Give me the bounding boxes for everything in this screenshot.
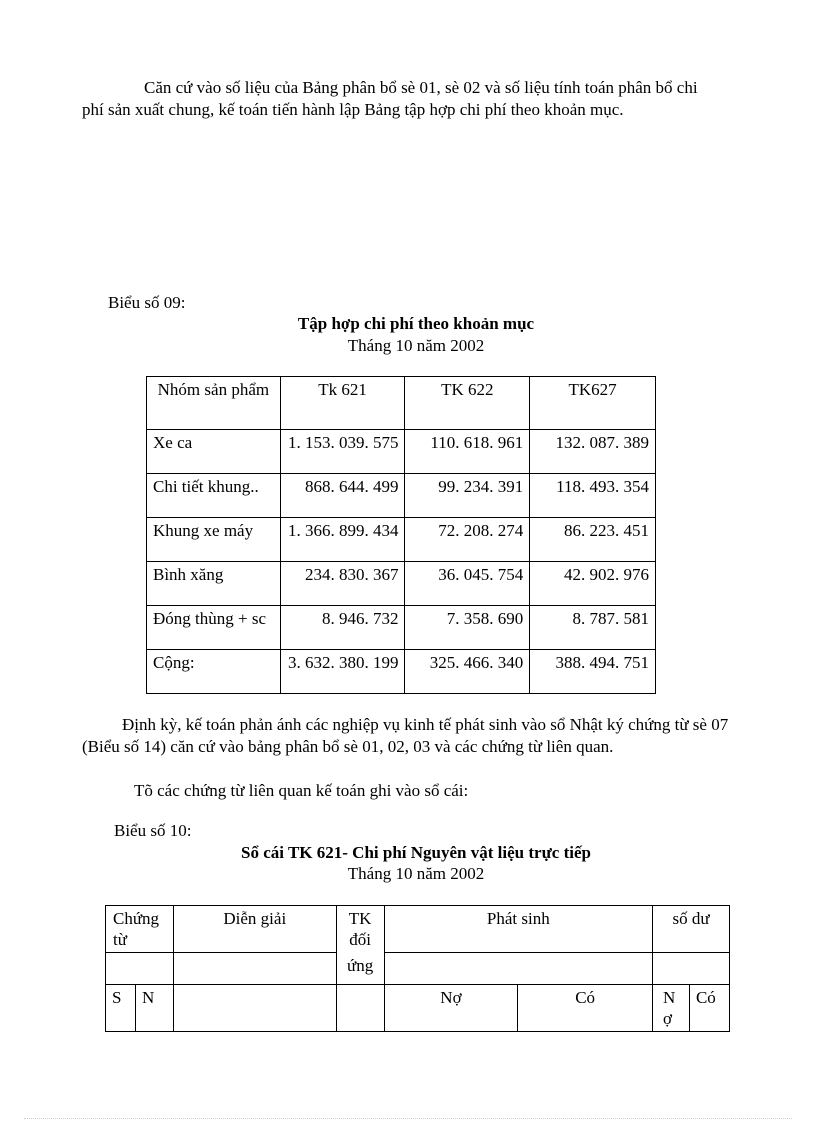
header-du-co: Có (689, 985, 729, 1032)
table-total-row (147, 650, 656, 694)
page-bottom-divider (24, 1118, 792, 1119)
cell-tk622: 99. 234. 391 (405, 474, 530, 518)
header-tk-doi: TK đối (336, 906, 384, 953)
header-no: Nợ (384, 985, 518, 1032)
cost-by-item-table (146, 376, 656, 694)
header-tk621: Tk 621 (280, 377, 405, 430)
ledger-header-row-2 (106, 953, 730, 985)
table2-subtitle: Tháng 10 năm 2002 (347, 864, 485, 883)
header-tk622: TK 622 (405, 377, 530, 430)
cell-tk622: 110. 618. 961 (405, 430, 530, 474)
table1-title: Tập hợp chi phí theo khoản mục (297, 314, 535, 333)
cell-tk627: 132. 087. 389 (530, 430, 656, 474)
cell-tk627: 42. 902. 976 (530, 562, 656, 606)
empty-cell (173, 953, 336, 985)
middle-paragraph-2: Tõ các chứng từ liên quan kế toán ghi vào sổ cái: (134, 781, 469, 800)
table1-subtitle: Tháng 10 năm 2002 (347, 336, 485, 355)
header-s: S (106, 985, 136, 1032)
empty-cell (653, 953, 730, 985)
cell-tk621: 3. 632. 380. 199 (280, 650, 405, 694)
header-du-no: N ợ (653, 985, 690, 1032)
cell-tk627: 8. 787. 581 (530, 606, 656, 650)
cell-product: Khung xe máy (147, 518, 281, 562)
intro-paragraph: Căn cứ vào số liệu của Bảng phân bổ sè 01, sè 02 và số liệu tính toán phân bổ chi phí sản xuất chung, kế toán tiến hành lập Bảng tập hợp chi phí theo khoản mục. (82, 78, 698, 119)
cell-tk621: 868. 644. 499 (280, 474, 405, 518)
table-header-row (147, 377, 656, 430)
cell-tk621: 1. 366. 899. 434 (280, 518, 405, 562)
cell-tk621: 1. 153. 039. 575 (280, 430, 405, 474)
cell-tk627: 86. 223. 451 (530, 518, 656, 562)
table2-label: Biểu số 10: (114, 821, 192, 840)
ledger-header-row (106, 906, 730, 953)
ledger-header-row-3 (106, 985, 730, 1032)
cell-tk622: 36. 045. 754 (405, 562, 530, 606)
ledger-table (105, 905, 730, 1032)
table-row (147, 518, 656, 562)
header-n: N (135, 985, 173, 1032)
cell-tk622: 325. 466. 340 (405, 650, 530, 694)
middle-paragraph-1: Định kỳ, kế toán phản ánh các nghiệp vụ kinh tế phát sinh vào sổ Nhật ký chứng từ sè 07 (Biểu số 14) căn cứ vào bảng phân bổ sè 01, 02, 03 và các chứng từ liên quan. (82, 715, 729, 756)
header-dien-giai: Diễn giải (173, 906, 336, 953)
table-row (147, 562, 656, 606)
table1-label: Biểu số 09: (108, 293, 186, 312)
cell-product: Cộng: (147, 650, 281, 694)
cell-tk627: 118. 493. 354 (530, 474, 656, 518)
cell-product: Đóng thùng + sc (147, 606, 281, 650)
empty-cell (106, 953, 174, 985)
header-ung: ứng (336, 953, 384, 985)
header-so-du: số dư (653, 906, 730, 953)
empty-cell (173, 985, 336, 1032)
table-row (147, 430, 656, 474)
cell-tk622: 72. 208. 274 (405, 518, 530, 562)
header-tk627: TK627 (530, 377, 656, 430)
table2-title: Sổ cái TK 621- Chi phí Nguyên vật liệu trực tiếp (241, 843, 591, 862)
table-row (147, 606, 656, 650)
table-row (147, 474, 656, 518)
empty-cell (336, 985, 384, 1032)
cell-tk621: 8. 946. 732 (280, 606, 405, 650)
cell-product: Chi tiết khung.. (147, 474, 281, 518)
cell-tk627: 388. 494. 751 (530, 650, 656, 694)
empty-cell (384, 953, 652, 985)
header-co: Có (518, 985, 653, 1032)
header-phat-sinh: Phát sinh (384, 906, 652, 953)
cell-tk621: 234. 830. 367 (280, 562, 405, 606)
header-chung-tu: Chứng từ (106, 906, 174, 953)
cell-tk622: 7. 358. 690 (405, 606, 530, 650)
cell-product: Xe ca (147, 430, 281, 474)
header-product-group: Nhóm sản phẩm (147, 377, 281, 430)
cell-product: Bình xăng (147, 562, 281, 606)
